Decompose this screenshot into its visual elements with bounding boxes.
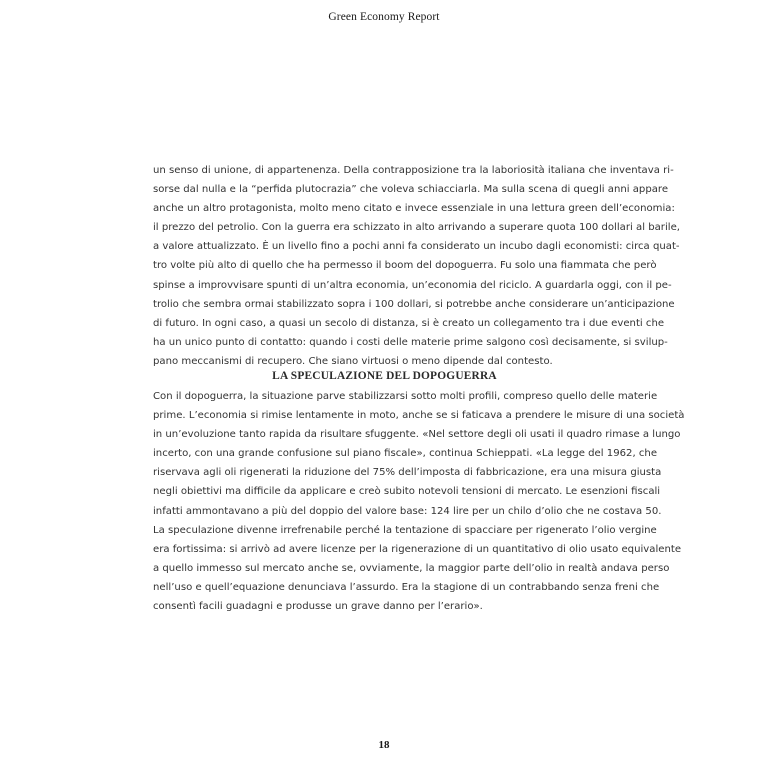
text-line: spinse a improvvisare spunti di un’altra economia, un’economia del riciclo. A guardarla oggi, con il pe- — [153, 279, 672, 291]
text-line: a valore attualizzato. È un livello fino a pochi anni fa considerato un incubo dagli economisti: circa quat- — [153, 241, 680, 253]
text-line: era fortissima: si arrivò ad avere licenze per la rigenerazione di un quantitativo di olio usato equivalente — [153, 543, 682, 555]
section-heading: LA SPECULAZIONE DEL DOPOGUERRA — [272, 370, 497, 382]
text-line: negli obiettivi ma difficile da applicare e creò subito notevoli tensioni di mercato. Le esenzioni fiscali — [153, 486, 661, 498]
text-line: tro volte più alto di quello che ha permesso il boom del dopoguerra. Fu solo una fiammata che però — [153, 260, 657, 272]
text-line: un senso di unione, di appartenenza. Della contrapposizione tra la laboriosità italiana che inventava ri- — [153, 165, 674, 176]
text-line: La speculazione divenne irrefrenabile perché la tentazione di spacciare per rigenerato l’olio vergine — [153, 524, 657, 536]
text-line: Con il dopoguerra, la situazione parve stabilizzarsi sotto molti profili, compreso quello delle materie — [153, 391, 658, 402]
text-line: trolio che sembra ormai stabilizzato sopra i 100 dollari, si potrebbe anche considerare un’anticipazione — [153, 298, 675, 310]
page-number: 18 — [378, 739, 390, 751]
paragraph-oil-price — [153, 161, 680, 371]
text-line: pano meccanismi di recupero. Che siano virtuosi o meno dipende dal contesto. — [153, 355, 553, 367]
text-line: anche un altro protagonista, molto meno citato e invece essenziale in una lettura green dell’economia: — [153, 203, 675, 215]
text-line: infatti ammontavano a più del doppio del valore base: 124 lire per un chilo d’olio che ne costava 50. — [153, 505, 662, 517]
paragraph-speculation — [153, 387, 685, 616]
text-line: riservava agli oli rigenerati la riduzione del 75% dell’imposta di fabbricazione, era una misura giusta — [153, 467, 662, 479]
text-line: a quello immesso sul mercato anche se, ovviamente, la maggior parte dell’olio in realtà andava perso — [153, 562, 670, 574]
text-line: in un’evoluzione tanto rapida da risultare sfuggente. «Nel settore degli oli usati il quadro rimase a lungo — [153, 429, 681, 441]
text-line: ha un unico punto di contatto: quando i costi delle materie prime salgono così decisamente, si svilup- — [153, 336, 668, 348]
text-line: sorse dal nulla e la “perfida plutocrazia” che voleva schiacciarla. Ma sulla scena di quegli anni appare — [153, 184, 669, 196]
text-line: consentì facili guadagni e produsse un grave danno per l’erario». — [153, 601, 483, 613]
text-line: nell’uso e quell’equazione denunciava l’assurdo. Era la stagione di un contrabbando senza freni che — [153, 581, 660, 593]
text-line: di futuro. In ogni caso, a quasi un secolo di distanza, si è creato un collegamento tra i due eventi che — [153, 317, 665, 329]
text-line: prime. L’economia si rimise lentamente in moto, anche se si faticava a prendere le misure di una società — [153, 410, 685, 422]
running-header: Green Economy Report — [328, 11, 440, 23]
text-line: incerto, con una grande confusione sul piano fiscale», continua Schieppati. «La legge del 1962, che — [153, 448, 658, 460]
text-line: il prezzo del petrolio. Con la guerra era schizzato in alto arrivando a superare quota 100 dollari al barile, — [153, 222, 680, 234]
